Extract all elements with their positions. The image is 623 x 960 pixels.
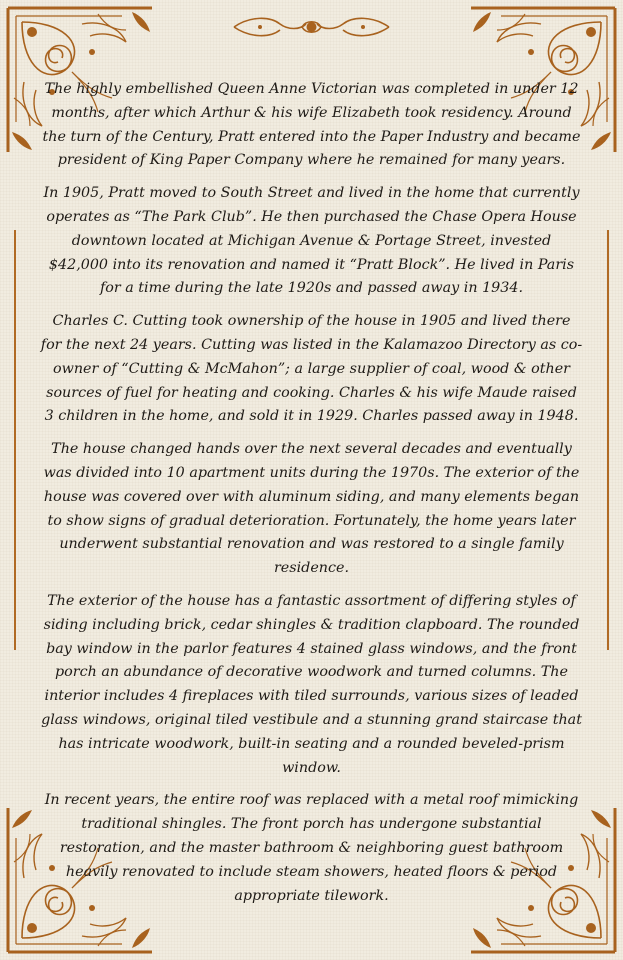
- right-vertical-rule: [607, 230, 609, 650]
- paragraph-exterior-interior: The exterior of the house has a fantastic assortment of differing styles of siding including brick, cedar shingles & tradition clapboard. The rounded bay window in the parlor features 4 stained glass windows, and the front porch an abundance of decorative woodwork and turned columns. The interior includes 4 fireplaces with tiled surrounds, various sizes of leaded glass windows, original tiled vestibule and a stunning grand staircase that has intricate woodwork, built-in seating and a rounded beveled-prism window.: [41, 592, 582, 776]
- top-scroll-flourish-icon: [230, 14, 393, 40]
- paragraph-cutting-ownership: Charles C. Cutting took ownership of the house in 1905 and lived there for the next 24 years. Cutting was listed in the Kalamazoo Directory as co-owner of “Cutting & McMahon”; a large supplier of coal, wood & other sources of fuel for heating and cooking. Charles & his wife Maude raised 3 children in the home, and sold it in 1929. Charles passed away in 1948.: [40, 313, 583, 425]
- paragraph-recent-restoration: In recent years, the entire roof was replaced with a metal roof mimicking traditional shingles. The front porch has undergone substantial restoration, and the master bathroom & neighboring guest bathroom heavily renovated to include steam showers, heated floors & period appropriate tilework.: [44, 792, 579, 904]
- paragraph-completion-and-pratt: The highly embellished Queen Anne Victorian was completed in under 12 months, after which Arthur & his wife Elizabeth took residency. Around the turn of the Century, Pratt entered into the Paper Industry and became president of King Paper Company where he remained for many years.: [42, 81, 581, 169]
- left-vertical-rule: [14, 230, 16, 650]
- paragraph-apartment-era: The house changed hands over the next several decades and eventually was divided into 10 apartment units during the 1970s. The exterior of the house was covered over with aluminum siding, and many elements began to show signs of gradual deterioration. Fortunately, the home years later underwent substantial renovation and was restored to a single family residence.: [43, 441, 580, 577]
- history-text-block: [40, 78, 583, 917]
- paragraph-pratt-block: In 1905, Pratt moved to South Street and lived in the home that currently operates as “The Park Club”. He then purchased the Chase Opera House downtown located at Michigan Avenue & Portage Street, invested $42,000 into its renovation and named it “Pratt Block”. He lived in Paris for a time during the late 1920s and passed away in 1934.: [43, 185, 580, 297]
